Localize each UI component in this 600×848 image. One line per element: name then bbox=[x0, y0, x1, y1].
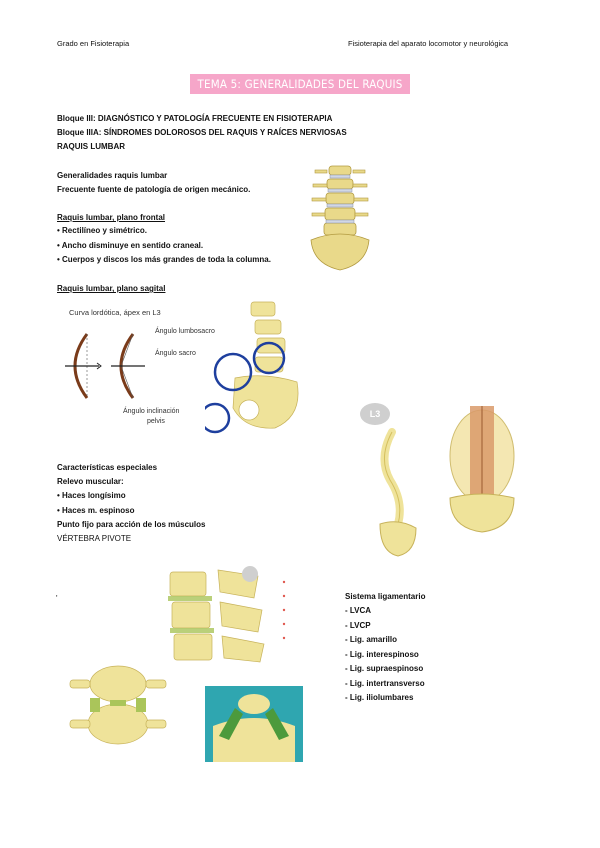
bow-diagram bbox=[57, 326, 157, 406]
label-lumbosacro: Ángulo lumbosacro bbox=[155, 328, 215, 335]
sagital-spine-pelvis-figure bbox=[205, 298, 313, 434]
bloque-line-1: Bloque III: DIAGNÓSTICO Y PATOLOGÍA FRECUENTE EN FISIOTERAPIA bbox=[57, 114, 333, 123]
list-item: • Haces longísimo bbox=[57, 491, 126, 500]
especiales-pivote: VÉRTEBRA PIVOTE bbox=[57, 534, 132, 543]
list-item: • Rectilíneo y simétrico. bbox=[57, 226, 147, 235]
l3-badge: L3 bbox=[360, 403, 390, 425]
page-title: TEMA 5: GENERALIDADES DEL RAQUIS bbox=[190, 74, 410, 94]
list-item: - Lig. intertransverso bbox=[345, 678, 425, 688]
generalidades-text: Frecuente fuente de patología de origen mecánico. bbox=[57, 185, 251, 194]
list-item: - Lig. amarillo bbox=[345, 635, 398, 644]
list-item: • Ancho disminuye en sentido craneal. bbox=[57, 240, 204, 250]
lumbar-spine-frontal-figure bbox=[305, 160, 375, 272]
sagital-figure bbox=[57, 298, 312, 434]
label-pelvis-2: pelvis bbox=[147, 418, 165, 425]
bloque-line-2: Bloque IIIA: SÍNDROMES DOLOROSOS DEL RAQUIS Y RAÍCES NERVIOSAS bbox=[57, 128, 347, 137]
bloque-line-3: RAQUIS LUMBAR bbox=[57, 142, 125, 151]
frontal-list bbox=[57, 224, 271, 268]
back-muscles-figure bbox=[442, 398, 522, 534]
list-item: - LVCP bbox=[345, 620, 371, 630]
especiales-relevo: Relevo muscular: bbox=[57, 477, 124, 486]
ligamentos-list bbox=[345, 604, 425, 706]
generalidades-heading: Generalidades raquis lumbar bbox=[57, 171, 168, 180]
header-right: Fisioterapia del aparato locomotor y neurológica bbox=[348, 39, 509, 48]
list-item: - Lig. iliolumbares bbox=[345, 693, 414, 702]
especiales-list bbox=[57, 489, 135, 518]
label-pelvis-1: Ángulo inclinación bbox=[123, 408, 180, 415]
especiales-punto: Punto fijo para acción de los músculos bbox=[57, 520, 206, 529]
spine-lateral-figure bbox=[368, 428, 426, 558]
ligament-posterior-figure bbox=[64, 660, 174, 766]
list-item: - Lig. interespinoso bbox=[345, 649, 419, 659]
frontal-heading: Raquis lumbar, plano frontal bbox=[57, 213, 166, 222]
label-sacro: Ángulo sacro bbox=[155, 350, 196, 357]
list-item: • Haces m. espinoso bbox=[57, 505, 135, 515]
sagital-heading: Raquis lumbar, plano sagital bbox=[57, 284, 166, 293]
list-item: - LVCA bbox=[345, 606, 372, 615]
header-left: Grado en Fisioterapia bbox=[57, 39, 130, 48]
especiales-heading: Características especiales bbox=[57, 463, 158, 472]
ligamentos-heading: Sistema ligamentario bbox=[345, 592, 426, 601]
list-item: • Cuerpos y discos los más grandes de toda la columna. bbox=[57, 255, 271, 264]
list-item: - Lig. supraespinoso bbox=[345, 664, 424, 673]
iliolumbar-figure bbox=[205, 686, 303, 762]
sagital-caption: Curva lordótica, ápex en L3 bbox=[69, 308, 161, 317]
ligament-lateral-figure bbox=[158, 562, 298, 668]
